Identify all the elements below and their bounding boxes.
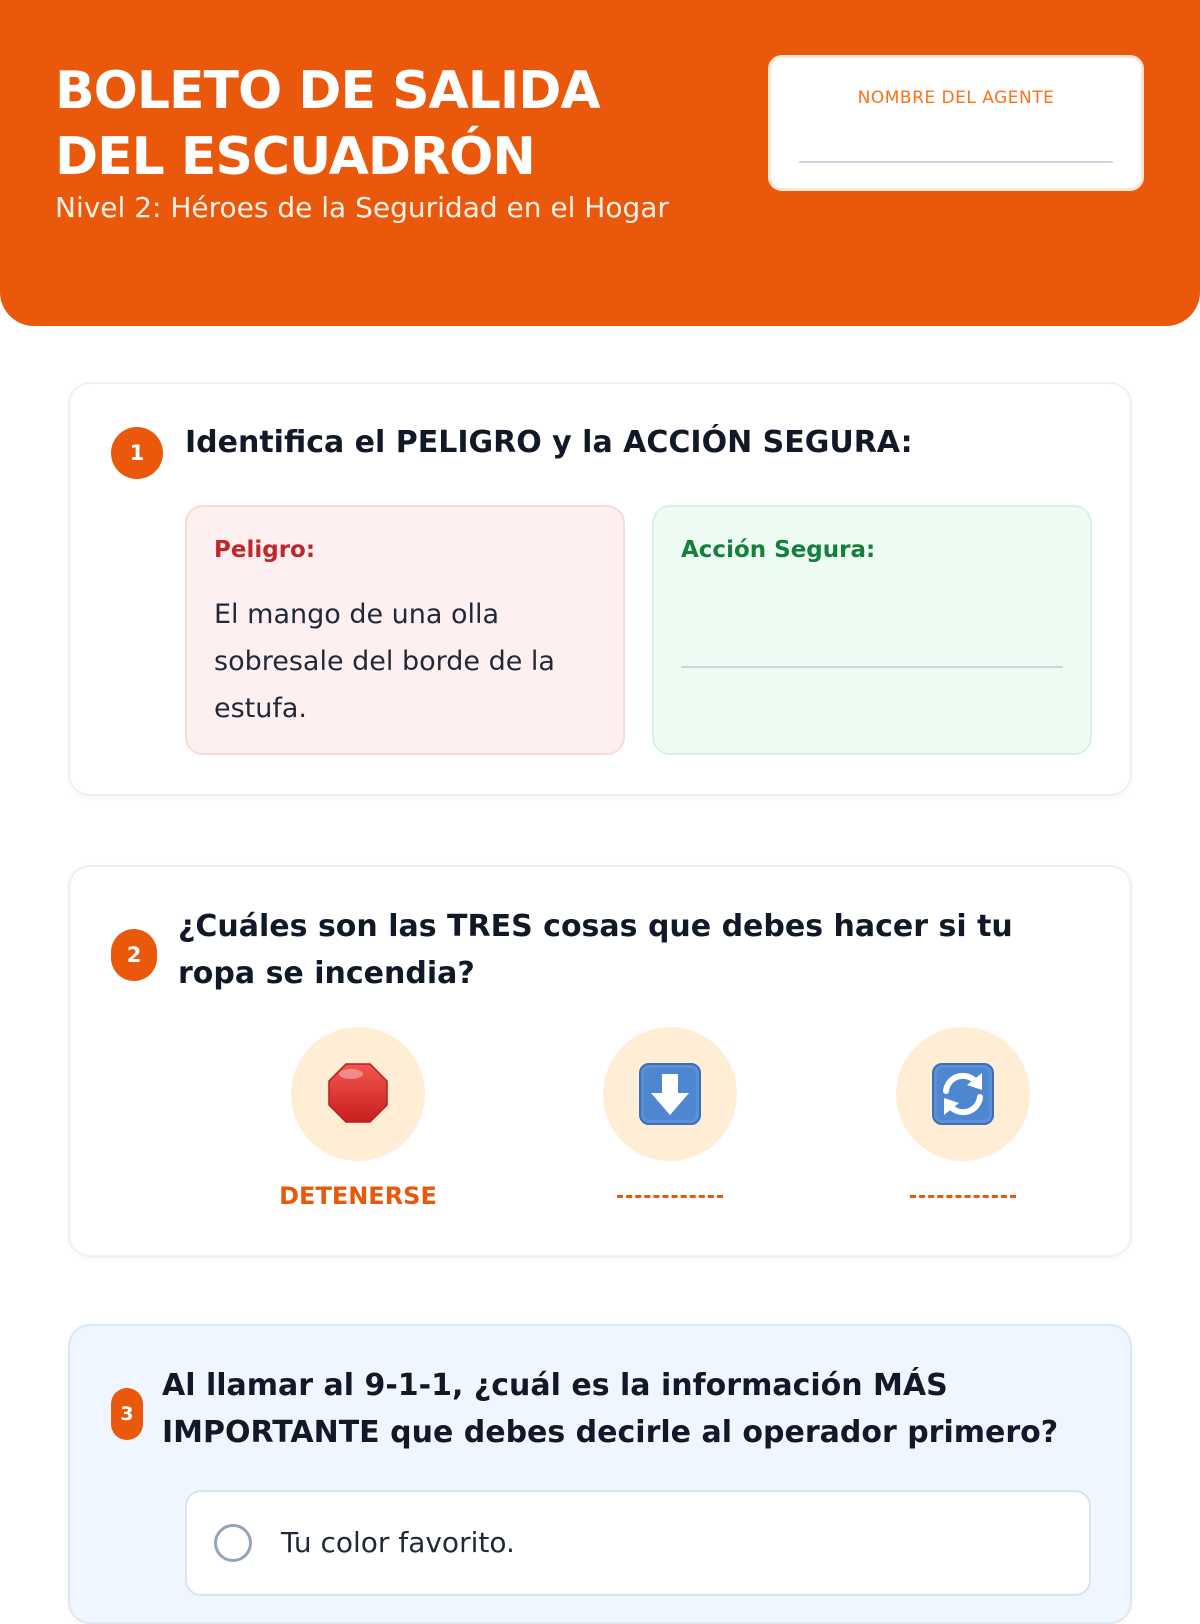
answer-option[interactable] [185,1490,1091,1596]
question-1-badge: 1 [111,427,163,479]
safe-action-box [652,505,1092,755]
question-3-prompt: Al llamar al 9-1-1, ¿cuál es la información MÁS IMPORTANTE que debes decirle al operador primero? [162,1368,1059,1450]
step-1-label: DETENERSE [279,1182,437,1210]
question-3-card [68,1324,1132,1624]
title-line-2: DEL ESCUADRÓN [55,127,535,187]
header-banner [0,0,1200,326]
stop-sign-icon [291,1027,425,1161]
agent-name-field[interactable] [768,55,1144,191]
question-2-prompt: ¿Cuáles son las TRES cosas que debes hacer si tu ropa se incendia? [178,909,1013,991]
safe-action-label: Acción Segura: [681,537,876,563]
hazard-description: El mango de una olla sobresale del borde de la estufa. [214,599,555,724]
down-arrow-icon [603,1027,737,1161]
step-3-answer-blank[interactable] [910,1195,1016,1198]
option-radio[interactable] [214,1524,252,1562]
question-2-card [68,865,1132,1257]
rotate-arrows-icon [896,1027,1030,1161]
step-2-circle [603,1027,737,1161]
agent-name-line[interactable] [799,161,1113,163]
step-2-answer-blank[interactable] [617,1195,723,1198]
step-3-circle [896,1027,1030,1161]
question-1-card [68,382,1132,796]
question-1-prompt: Identifica el PELIGRO y la ACCIÓN SEGURA: [185,425,913,460]
safe-action-answer-line[interactable] [681,666,1063,668]
question-3-badge: 3 [111,1388,143,1440]
hazard-box [185,505,625,755]
option-label: Tu color favorito. [281,1526,515,1559]
hazard-label: Peligro: [214,537,316,563]
step-1-circle [291,1027,425,1161]
question-2-badge: 2 [111,929,157,981]
page-subtitle: Nivel 2: Héroes de la Seguridad en el Hogar [55,191,669,224]
title-line-1: BOLETO DE SALIDA [55,61,600,121]
agent-name-label: NOMBRE DEL AGENTE [857,88,1055,108]
page-title [55,58,600,190]
